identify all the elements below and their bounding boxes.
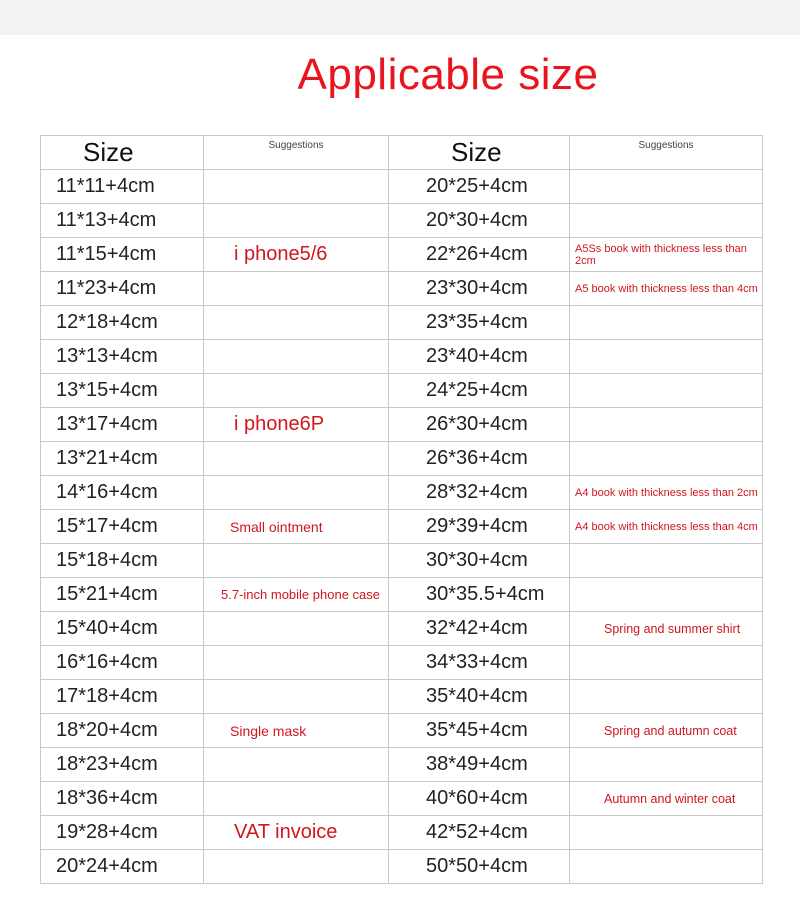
size-cell: 11*23+4cm (41, 272, 204, 306)
table-row (41, 816, 763, 850)
size-cell: 20*24+4cm (41, 850, 204, 884)
table-row (41, 782, 763, 816)
table-row (41, 544, 763, 578)
size-cell: 20*25+4cm (389, 170, 570, 204)
suggestion-cell: Spring and summer shirt (570, 612, 763, 646)
header-suggestions: Suggestions (204, 136, 389, 170)
size-cell: 12*18+4cm (41, 306, 204, 340)
suggestion-cell (570, 306, 763, 340)
size-cell: 18*36+4cm (41, 782, 204, 816)
suggestion-cell: A5Ss book with thickness less than 2cm (570, 238, 763, 272)
suggestion-cell (204, 170, 389, 204)
size-cell: 28*32+4cm (389, 476, 570, 510)
suggestion-cell (204, 306, 389, 340)
suggestion-cell (204, 272, 389, 306)
size-cell: 16*16+4cm (41, 646, 204, 680)
suggestion-cell (204, 748, 389, 782)
table-row (41, 340, 763, 374)
suggestion-cell (570, 646, 763, 680)
size-cell: 26*36+4cm (389, 442, 570, 476)
suggestion-cell: Small ointment (204, 510, 389, 544)
suggestion-cell: i phone5/6 (204, 238, 389, 272)
size-cell: 24*25+4cm (389, 374, 570, 408)
suggestion-cell (570, 850, 763, 884)
size-table (40, 135, 763, 884)
size-cell: 15*17+4cm (41, 510, 204, 544)
suggestion-cell (204, 442, 389, 476)
suggestion-cell (570, 748, 763, 782)
suggestion-cell: A4 book with thickness less than 2cm (570, 476, 763, 510)
suggestion-cell (570, 340, 763, 374)
size-cell: 40*60+4cm (389, 782, 570, 816)
suggestion-cell (204, 850, 389, 884)
suggestion-cell (204, 680, 389, 714)
suggestion-cell (570, 680, 763, 714)
size-cell: 18*23+4cm (41, 748, 204, 782)
suggestion-cell (204, 612, 389, 646)
table-row (41, 510, 763, 544)
page-title: Applicable size (297, 50, 599, 99)
table-row (41, 170, 763, 204)
size-cell: 23*30+4cm (389, 272, 570, 306)
suggestion-cell (204, 340, 389, 374)
suggestion-cell: A5 book with thickness less than 4cm (570, 272, 763, 306)
size-cell: 50*50+4cm (389, 850, 570, 884)
suggestion-cell (570, 408, 763, 442)
suggestion-cell (204, 646, 389, 680)
suggestion-cell (204, 782, 389, 816)
suggestion-cell: Single mask (204, 714, 389, 748)
suggestion-cell (204, 544, 389, 578)
size-cell: 17*18+4cm (41, 680, 204, 714)
size-cell: 34*33+4cm (389, 646, 570, 680)
size-cell: 30*35.5+4cm (389, 578, 570, 612)
suggestion-cell (204, 476, 389, 510)
table-row (41, 714, 763, 748)
size-cell: 13*17+4cm (41, 408, 204, 442)
suggestion-cell (570, 442, 763, 476)
size-cell: 15*40+4cm (41, 612, 204, 646)
suggestion-cell: i phone6P (204, 408, 389, 442)
size-cell: 14*16+4cm (41, 476, 204, 510)
suggestion-cell: A4 book with thickness less than 4cm (570, 510, 763, 544)
table-row (41, 238, 763, 272)
size-cell: 15*21+4cm (41, 578, 204, 612)
table-row (41, 646, 763, 680)
suggestion-cell: Spring and autumn coat (570, 714, 763, 748)
size-cell: 26*30+4cm (389, 408, 570, 442)
header-size-2: Size (389, 136, 570, 170)
suggestion-cell: VAT invoice (204, 816, 389, 850)
size-cell: 11*11+4cm (41, 170, 204, 204)
size-cell: 38*49+4cm (389, 748, 570, 782)
table-row (41, 680, 763, 714)
suggestion-cell (204, 204, 389, 238)
suggestion-cell (570, 204, 763, 238)
suggestion-cell (570, 578, 763, 612)
table-row (41, 442, 763, 476)
size-cell: 11*15+4cm (41, 238, 204, 272)
suggestion-cell (570, 816, 763, 850)
size-cell: 13*21+4cm (41, 442, 204, 476)
table-header-row (41, 136, 763, 170)
table-row (41, 850, 763, 884)
suggestion-cell: 5.7-inch mobile phone case (204, 578, 389, 612)
size-cell: 29*39+4cm (389, 510, 570, 544)
size-cell: 11*13+4cm (41, 204, 204, 238)
suggestion-cell (204, 374, 389, 408)
header-size: Size (41, 136, 204, 170)
table-row (41, 272, 763, 306)
size-cell: 13*13+4cm (41, 340, 204, 374)
size-cell: 32*42+4cm (389, 612, 570, 646)
size-cell: 23*40+4cm (389, 340, 570, 374)
size-cell: 18*20+4cm (41, 714, 204, 748)
table-row (41, 408, 763, 442)
size-cell: 35*45+4cm (389, 714, 570, 748)
size-cell: 20*30+4cm (389, 204, 570, 238)
table-row (41, 374, 763, 408)
table-row (41, 476, 763, 510)
table-row (41, 306, 763, 340)
header-suggestions-2: Suggestions (570, 136, 763, 170)
table-row (41, 204, 763, 238)
suggestion-cell (570, 544, 763, 578)
size-cell: 35*40+4cm (389, 680, 570, 714)
size-cell: 23*35+4cm (389, 306, 570, 340)
suggestion-cell (570, 374, 763, 408)
size-cell: 13*15+4cm (41, 374, 204, 408)
table-row (41, 578, 763, 612)
table-row (41, 748, 763, 782)
size-cell: 19*28+4cm (41, 816, 204, 850)
suggestion-cell: Autumn and winter coat (570, 782, 763, 816)
size-cell: 15*18+4cm (41, 544, 204, 578)
top-band (0, 0, 800, 35)
size-cell: 30*30+4cm (389, 544, 570, 578)
suggestion-cell (570, 170, 763, 204)
size-cell: 42*52+4cm (389, 816, 570, 850)
size-cell: 22*26+4cm (389, 238, 570, 272)
table-row (41, 612, 763, 646)
